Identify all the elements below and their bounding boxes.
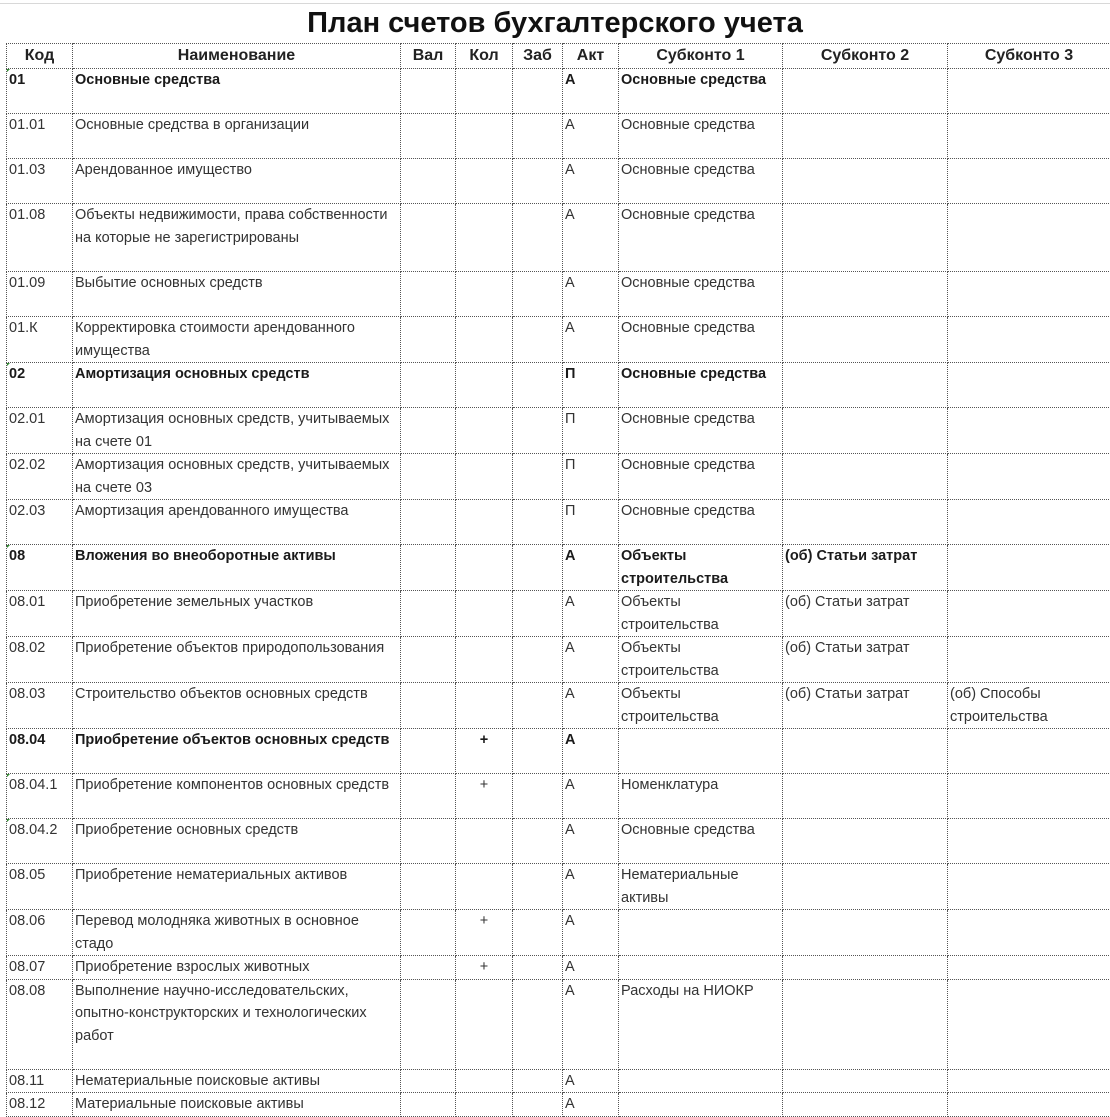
cell-subconto-2[interactable]	[783, 729, 948, 774]
accounts-table-body	[7, 69, 1110, 1117]
cell-offbalance[interactable]	[513, 363, 563, 408]
cell-code[interactable]: 08.07	[7, 956, 73, 980]
cell-subconto-2[interactable]: (об) Статьи затрат	[783, 545, 948, 591]
cell-quantity[interactable]	[456, 454, 513, 500]
table-row[interactable]	[7, 819, 1110, 864]
cell-name[interactable]: Основные средства	[73, 69, 401, 114]
cell-name[interactable]: Приобретение объектов природопользования	[73, 637, 401, 683]
cell-code[interactable]: 02	[7, 363, 73, 408]
cell-subconto-2[interactable]	[783, 272, 948, 317]
cell-code[interactable]: 08.04	[7, 729, 73, 774]
cell-quantity[interactable]: +	[456, 956, 513, 980]
cell-type[interactable]: А	[563, 864, 619, 910]
cell-type[interactable]: П	[563, 454, 619, 500]
cell-code[interactable]: 08.01	[7, 591, 73, 637]
cell-type[interactable]: П	[563, 363, 619, 408]
cell-quantity[interactable]	[456, 363, 513, 408]
cell-quantity[interactable]	[456, 408, 513, 454]
cell-code[interactable]: 01.09	[7, 272, 73, 317]
cell-currency[interactable]	[401, 637, 456, 683]
cell-subconto-1[interactable]: Нематериальные активы	[619, 864, 783, 910]
table-row[interactable]	[7, 979, 1110, 1069]
cell-code[interactable]: 01.01	[7, 114, 73, 159]
col-header-quantity[interactable]: Кол	[456, 44, 513, 69]
accounts-table	[6, 43, 1110, 1117]
cell-name[interactable]: Основные средства в организации	[73, 114, 401, 159]
cell-subconto-3[interactable]	[948, 272, 1110, 317]
cell-subconto-3[interactable]	[948, 819, 1110, 864]
cell-subconto-2[interactable]	[783, 956, 948, 980]
cell-subconto-1[interactable]	[619, 910, 783, 956]
cell-subconto-1[interactable]: Основные средства	[619, 454, 783, 500]
cell-subconto-2[interactable]: (об) Статьи затрат	[783, 637, 948, 683]
cell-type[interactable]: А	[563, 910, 619, 956]
cell-type[interactable]: А	[563, 159, 619, 204]
cell-offbalance[interactable]	[513, 317, 563, 363]
cell-code[interactable]: 08.02	[7, 637, 73, 683]
cell-type[interactable]: П	[563, 500, 619, 545]
cell-type[interactable]: А	[563, 637, 619, 683]
cell-subconto-2[interactable]	[783, 819, 948, 864]
cell-subconto-3[interactable]	[948, 204, 1110, 272]
table-row[interactable]	[7, 1069, 1110, 1093]
col-header-currency[interactable]: Вал	[401, 44, 456, 69]
table-row[interactable]	[7, 114, 1110, 159]
cell-quantity[interactable]	[456, 545, 513, 591]
cell-currency[interactable]	[401, 408, 456, 454]
cell-code[interactable]: 08.04.2	[7, 819, 73, 864]
cell-offbalance[interactable]	[513, 637, 563, 683]
col-header-subconto-3[interactable]: Субконто 3	[948, 44, 1110, 69]
cell-offbalance[interactable]	[513, 729, 563, 774]
cell-subconto-1[interactable]: Основные средства	[619, 204, 783, 272]
cell-type[interactable]: А	[563, 545, 619, 591]
cell-subconto-1[interactable]	[619, 1069, 783, 1093]
cell-name[interactable]: Выбытие основных средств	[73, 272, 401, 317]
cell-currency[interactable]	[401, 1069, 456, 1093]
cell-currency[interactable]	[401, 819, 456, 864]
cell-offbalance[interactable]	[513, 1069, 563, 1093]
table-row[interactable]	[7, 500, 1110, 545]
cell-subconto-3[interactable]	[948, 408, 1110, 454]
cell-name[interactable]: Нематериальные поисковые активы	[73, 1069, 401, 1093]
cell-offbalance[interactable]	[513, 774, 563, 819]
cell-subconto-1[interactable]	[619, 956, 783, 980]
cell-quantity[interactable]	[456, 591, 513, 637]
cell-offbalance[interactable]	[513, 454, 563, 500]
table-row[interactable]	[7, 204, 1110, 272]
cell-subconto-3[interactable]	[948, 729, 1110, 774]
cell-code[interactable]: 08.11	[7, 1069, 73, 1093]
cell-name[interactable]: Материальные поисковые активы	[73, 1093, 401, 1117]
cell-subconto-1[interactable]: Основные средства	[619, 272, 783, 317]
cell-subconto-1[interactable]: Основные средства	[619, 317, 783, 363]
cell-subconto-2[interactable]: (об) Статьи затрат	[783, 683, 948, 729]
cell-offbalance[interactable]	[513, 864, 563, 910]
cell-name[interactable]: Амортизация основных средств	[73, 363, 401, 408]
cell-name[interactable]: Перевод молодняка животных в основное стадо	[73, 910, 401, 956]
table-row[interactable]	[7, 637, 1110, 683]
cell-currency[interactable]	[401, 114, 456, 159]
table-row[interactable]	[7, 864, 1110, 910]
cell-name[interactable]: Амортизация основных средств, учитываемых на счете 01	[73, 408, 401, 454]
cell-currency[interactable]	[401, 956, 456, 980]
cell-name[interactable]: Объекты недвижимости, права собственности на которые не зарегистрированы	[73, 204, 401, 272]
cell-subconto-1[interactable]: Основные средства	[619, 114, 783, 159]
cell-subconto-2[interactable]	[783, 1093, 948, 1117]
table-row[interactable]	[7, 545, 1110, 591]
cell-currency[interactable]	[401, 1093, 456, 1117]
cell-type[interactable]: А	[563, 272, 619, 317]
cell-type[interactable]: А	[563, 819, 619, 864]
cell-subconto-2[interactable]	[783, 69, 948, 114]
cell-name[interactable]: Приобретение объектов основных средств	[73, 729, 401, 774]
cell-offbalance[interactable]	[513, 408, 563, 454]
cell-code[interactable]: 08	[7, 545, 73, 591]
cell-offbalance[interactable]	[513, 591, 563, 637]
cell-subconto-2[interactable]	[783, 159, 948, 204]
cell-code[interactable]: 01.К	[7, 317, 73, 363]
page-title: План счетов бухгалтерского учета	[0, 3, 1110, 43]
cell-name[interactable]: Строительство объектов основных средств	[73, 683, 401, 729]
cell-subconto-2[interactable]	[783, 408, 948, 454]
cell-type[interactable]: А	[563, 1093, 619, 1117]
cell-type[interactable]: А	[563, 591, 619, 637]
cell-name[interactable]: Приобретение компонентов основных средств	[73, 774, 401, 819]
cell-quantity[interactable]	[456, 979, 513, 1069]
cell-subconto-1[interactable]	[619, 729, 783, 774]
cell-subconto-3[interactable]	[948, 159, 1110, 204]
cell-currency[interactable]	[401, 69, 456, 114]
cell-offbalance[interactable]	[513, 500, 563, 545]
cell-offbalance[interactable]	[513, 545, 563, 591]
cell-name[interactable]: Вложения во внеоборотные активы	[73, 545, 401, 591]
cell-currency[interactable]	[401, 363, 456, 408]
cell-currency[interactable]	[401, 910, 456, 956]
cell-quantity[interactable]	[456, 317, 513, 363]
cell-quantity[interactable]: +	[456, 729, 513, 774]
cell-offbalance[interactable]	[513, 159, 563, 204]
cell-subconto-3[interactable]	[948, 363, 1110, 408]
cell-name[interactable]: Амортизация основных средств, учитываемых на счете 03	[73, 454, 401, 500]
cell-offbalance[interactable]	[513, 204, 563, 272]
cell-name[interactable]: Корректировка стоимости арендованного имущества	[73, 317, 401, 363]
cell-currency[interactable]	[401, 979, 456, 1069]
cell-code[interactable]: 02.03	[7, 500, 73, 545]
cell-currency[interactable]	[401, 159, 456, 204]
cell-currency[interactable]	[401, 683, 456, 729]
table-row[interactable]	[7, 159, 1110, 204]
cell-subconto-2[interactable]	[783, 114, 948, 159]
cell-subconto-2[interactable]	[783, 1069, 948, 1093]
cell-offbalance[interactable]	[513, 69, 563, 114]
cell-subconto-3[interactable]: (об) Способы строительства	[948, 683, 1110, 729]
table-row[interactable]	[7, 729, 1110, 774]
cell-quantity[interactable]	[456, 272, 513, 317]
cell-offbalance[interactable]	[513, 114, 563, 159]
table-row[interactable]	[7, 317, 1110, 363]
cell-quantity[interactable]	[456, 114, 513, 159]
cell-subconto-3[interactable]	[948, 637, 1110, 683]
cell-code[interactable]: 01	[7, 69, 73, 114]
cell-subconto-2[interactable]: (об) Статьи затрат	[783, 591, 948, 637]
cell-subconto-2[interactable]	[783, 910, 948, 956]
cell-offbalance[interactable]	[513, 1093, 563, 1117]
cell-offbalance[interactable]	[513, 979, 563, 1069]
cell-type[interactable]: А	[563, 683, 619, 729]
cell-type[interactable]: А	[563, 114, 619, 159]
cell-subconto-2[interactable]	[783, 979, 948, 1069]
cell-type[interactable]: А	[563, 1069, 619, 1093]
col-header-subconto-1[interactable]: Субконто 1	[619, 44, 783, 69]
cell-quantity[interactable]	[456, 69, 513, 114]
col-header-type[interactable]: Акт	[563, 44, 619, 69]
cell-subconto-1[interactable]: Основные средства	[619, 363, 783, 408]
table-row[interactable]	[7, 910, 1110, 956]
cell-subconto-2[interactable]	[783, 317, 948, 363]
cell-subconto-1[interactable]: Объекты строительства	[619, 683, 783, 729]
cell-subconto-3[interactable]	[948, 545, 1110, 591]
cell-subconto-3[interactable]	[948, 1093, 1110, 1117]
cell-subconto-3[interactable]	[948, 1069, 1110, 1093]
cell-subconto-1[interactable]: Основные средства	[619, 408, 783, 454]
cell-subconto-1[interactable]: Объекты строительства	[619, 545, 783, 591]
cell-offbalance[interactable]	[513, 819, 563, 864]
cell-type[interactable]: А	[563, 317, 619, 363]
cell-currency[interactable]	[401, 317, 456, 363]
table-row[interactable]	[7, 408, 1110, 454]
cell-currency[interactable]	[401, 500, 456, 545]
cell-subconto-1[interactable]: Объекты строительства	[619, 637, 783, 683]
cell-subconto-1[interactable]: Основные средства	[619, 69, 783, 114]
cell-quantity[interactable]	[456, 1093, 513, 1117]
cell-quantity[interactable]	[456, 683, 513, 729]
cell-subconto-3[interactable]	[948, 910, 1110, 956]
cell-subconto-1[interactable]	[619, 1093, 783, 1117]
cell-code[interactable]: 08.12	[7, 1093, 73, 1117]
cell-subconto-1[interactable]: Объекты строительства	[619, 591, 783, 637]
cell-subconto-2[interactable]	[783, 774, 948, 819]
table-row[interactable]	[7, 774, 1110, 819]
cell-code[interactable]: 02.01	[7, 408, 73, 454]
table-row[interactable]	[7, 272, 1110, 317]
cell-name[interactable]: Амортизация арендованного имущества	[73, 500, 401, 545]
cell-quantity[interactable]	[456, 500, 513, 545]
col-header-offbalance[interactable]: Заб	[513, 44, 563, 69]
cell-subconto-3[interactable]	[948, 114, 1110, 159]
cell-subconto-2[interactable]	[783, 454, 948, 500]
cell-subconto-1[interactable]: Основные средства	[619, 500, 783, 545]
cell-quantity[interactable]	[456, 204, 513, 272]
cell-currency[interactable]	[401, 729, 456, 774]
cell-name[interactable]: Приобретение нематериальных активов	[73, 864, 401, 910]
cell-type[interactable]: А	[563, 69, 619, 114]
cell-subconto-3[interactable]	[948, 317, 1110, 363]
cell-offbalance[interactable]	[513, 683, 563, 729]
cell-type[interactable]: П	[563, 408, 619, 454]
cell-subconto-2[interactable]	[783, 363, 948, 408]
cell-type[interactable]: А	[563, 774, 619, 819]
cell-type[interactable]: А	[563, 979, 619, 1069]
cell-quantity[interactable]	[456, 637, 513, 683]
cell-currency[interactable]	[401, 774, 456, 819]
cell-subconto-3[interactable]	[948, 69, 1110, 114]
cell-offbalance[interactable]	[513, 910, 563, 956]
cell-subconto-3[interactable]	[948, 979, 1110, 1069]
cell-name[interactable]: Приобретение взрослых животных	[73, 956, 401, 980]
cell-name[interactable]: Приобретение земельных участков	[73, 591, 401, 637]
cell-currency[interactable]	[401, 545, 456, 591]
cell-currency[interactable]	[401, 454, 456, 500]
cell-quantity[interactable]	[456, 864, 513, 910]
cell-code[interactable]: 08.06	[7, 910, 73, 956]
cell-offbalance[interactable]	[513, 956, 563, 980]
cell-subconto-3[interactable]	[948, 454, 1110, 500]
cell-subconto-1[interactable]: Основные средства	[619, 819, 783, 864]
cell-name[interactable]: Выполнение научно-исследовательских, опытно-конструкторских и технологических работ	[73, 979, 401, 1069]
col-header-subconto-2[interactable]: Субконто 2	[783, 44, 948, 69]
table-row[interactable]	[7, 591, 1110, 637]
table-row[interactable]	[7, 363, 1110, 408]
cell-code[interactable]: 08.08	[7, 979, 73, 1069]
cell-code[interactable]: 08.03	[7, 683, 73, 729]
col-header-code[interactable]: Код	[7, 44, 73, 69]
cell-subconto-3[interactable]	[948, 500, 1110, 545]
cell-type[interactable]: А	[563, 729, 619, 774]
cell-code[interactable]: 01.08	[7, 204, 73, 272]
cell-quantity[interactable]	[456, 1069, 513, 1093]
cell-code[interactable]: 08.04.1	[7, 774, 73, 819]
cell-quantity[interactable]: +	[456, 774, 513, 819]
cell-subconto-3[interactable]	[948, 956, 1110, 980]
cell-name[interactable]: Арендованное имущество	[73, 159, 401, 204]
table-row[interactable]	[7, 956, 1110, 980]
header-row	[7, 44, 1110, 69]
cell-quantity[interactable]	[456, 819, 513, 864]
cell-offbalance[interactable]	[513, 272, 563, 317]
cell-subconto-2[interactable]	[783, 500, 948, 545]
cell-subconto-2[interactable]	[783, 864, 948, 910]
cell-code[interactable]: 08.05	[7, 864, 73, 910]
cell-subconto-1[interactable]: Расходы на НИОКР	[619, 979, 783, 1069]
cell-subconto-1[interactable]: Номенклатура	[619, 774, 783, 819]
cell-subconto-3[interactable]	[948, 591, 1110, 637]
cell-subconto-2[interactable]	[783, 204, 948, 272]
cell-currency[interactable]	[401, 864, 456, 910]
cell-type[interactable]: А	[563, 204, 619, 272]
table-row[interactable]	[7, 454, 1110, 500]
table-row[interactable]	[7, 683, 1110, 729]
cell-code[interactable]: 01.03	[7, 159, 73, 204]
table-row[interactable]	[7, 1093, 1110, 1117]
cell-name[interactable]: Приобретение основных средств	[73, 819, 401, 864]
cell-subconto-1[interactable]: Основные средства	[619, 159, 783, 204]
table-row[interactable]	[7, 69, 1110, 114]
cell-quantity[interactable]: +	[456, 910, 513, 956]
cell-subconto-3[interactable]	[948, 864, 1110, 910]
cell-subconto-3[interactable]	[948, 774, 1110, 819]
col-header-name[interactable]: Наименование	[73, 44, 401, 69]
cell-currency[interactable]	[401, 591, 456, 637]
cell-type[interactable]: А	[563, 956, 619, 980]
cell-code[interactable]: 02.02	[7, 454, 73, 500]
cell-currency[interactable]	[401, 204, 456, 272]
cell-currency[interactable]	[401, 272, 456, 317]
cell-quantity[interactable]	[456, 159, 513, 204]
